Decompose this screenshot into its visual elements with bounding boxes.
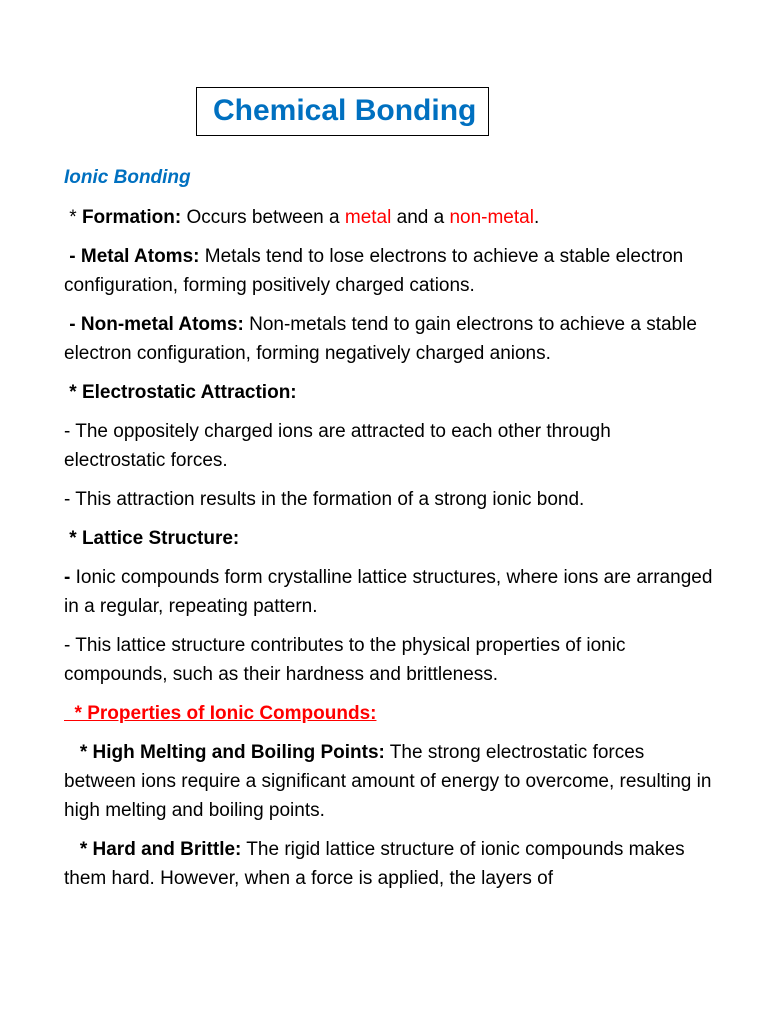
formation-metal: metal — [344, 207, 392, 228]
page-title: Chemical Bonding — [213, 94, 477, 127]
electrostatic-heading-prefix: * — [64, 382, 82, 403]
lattice-point-1-dash: - — [64, 567, 71, 588]
formation-text-1: Occurs between a — [181, 207, 345, 228]
formation-paragraph — [64, 203, 714, 232]
title-box — [196, 87, 489, 136]
hard-brittle-paragraph — [64, 835, 714, 893]
metal-atoms-prefix: - — [64, 246, 81, 267]
lattice-point-2: - This lattice structure contributes to the physical properties of ionic compounds, such as their hardness and brittleness. — [64, 635, 626, 685]
lattice-point-1 — [64, 563, 714, 621]
formation-nonmetal: non-metal — [449, 207, 534, 228]
properties-heading — [64, 699, 714, 728]
formation-text-3: . — [533, 207, 540, 228]
melting-paragraph — [64, 738, 714, 825]
section-heading-ionic-bonding: Ionic Bonding — [64, 167, 191, 188]
metal-atoms-paragraph — [64, 242, 714, 300]
formation-prefix: * — [64, 207, 82, 228]
melting-text: The strong electrostatic forces between ions require a significant amount of energy to overcome, resulting in high melting and boiling points. — [64, 742, 712, 821]
formation-text-2: and a — [391, 207, 450, 228]
properties-heading-text: * Properties of Ionic Compounds: — [64, 703, 377, 724]
electrostatic-point-1: - The oppositely charged ions are attracted to each other through electrostatic forces. — [64, 421, 611, 471]
lattice-point-1-text: Ionic compounds form crystalline lattice structures, where ions are arranged in a regular, repeating pattern. — [64, 567, 713, 617]
document-body — [64, 166, 714, 903]
formation-label: Formation: — [81, 207, 182, 228]
nonmetal-atoms-label: Non-metal Atoms: — [80, 314, 244, 335]
melting-label: High Melting and Boiling Points: — [92, 742, 385, 763]
electrostatic-heading-text: Electrostatic Attraction: — [81, 382, 297, 403]
electrostatic-heading — [64, 378, 714, 407]
lattice-heading-prefix: * — [64, 528, 82, 549]
electrostatic-point-2: - This attraction results in the formation of a strong ionic bond. — [64, 489, 585, 510]
hard-brittle-label: Hard and Brittle: — [92, 839, 242, 860]
lattice-heading — [64, 524, 714, 553]
hard-brittle-text: The rigid lattice structure of ionic compounds makes them hard. However, when a force is applied, the layers of — [64, 839, 685, 889]
nonmetal-atoms-text: Non-metals tend to gain electrons to achieve a stable electron configuration, forming negatively charged anions. — [64, 314, 697, 364]
metal-atoms-label: Metal Atoms: — [80, 246, 200, 267]
nonmetal-atoms-prefix: - — [64, 314, 81, 335]
metal-atoms-text: Metals tend to lose electrons to achieve a stable electron configuration, forming positively charged cations. — [64, 246, 684, 296]
hard-brittle-prefix: * — [64, 839, 93, 860]
melting-prefix: * — [64, 742, 93, 763]
lattice-heading-text: Lattice Structure: — [81, 528, 240, 549]
nonmetal-atoms-paragraph — [64, 310, 714, 368]
